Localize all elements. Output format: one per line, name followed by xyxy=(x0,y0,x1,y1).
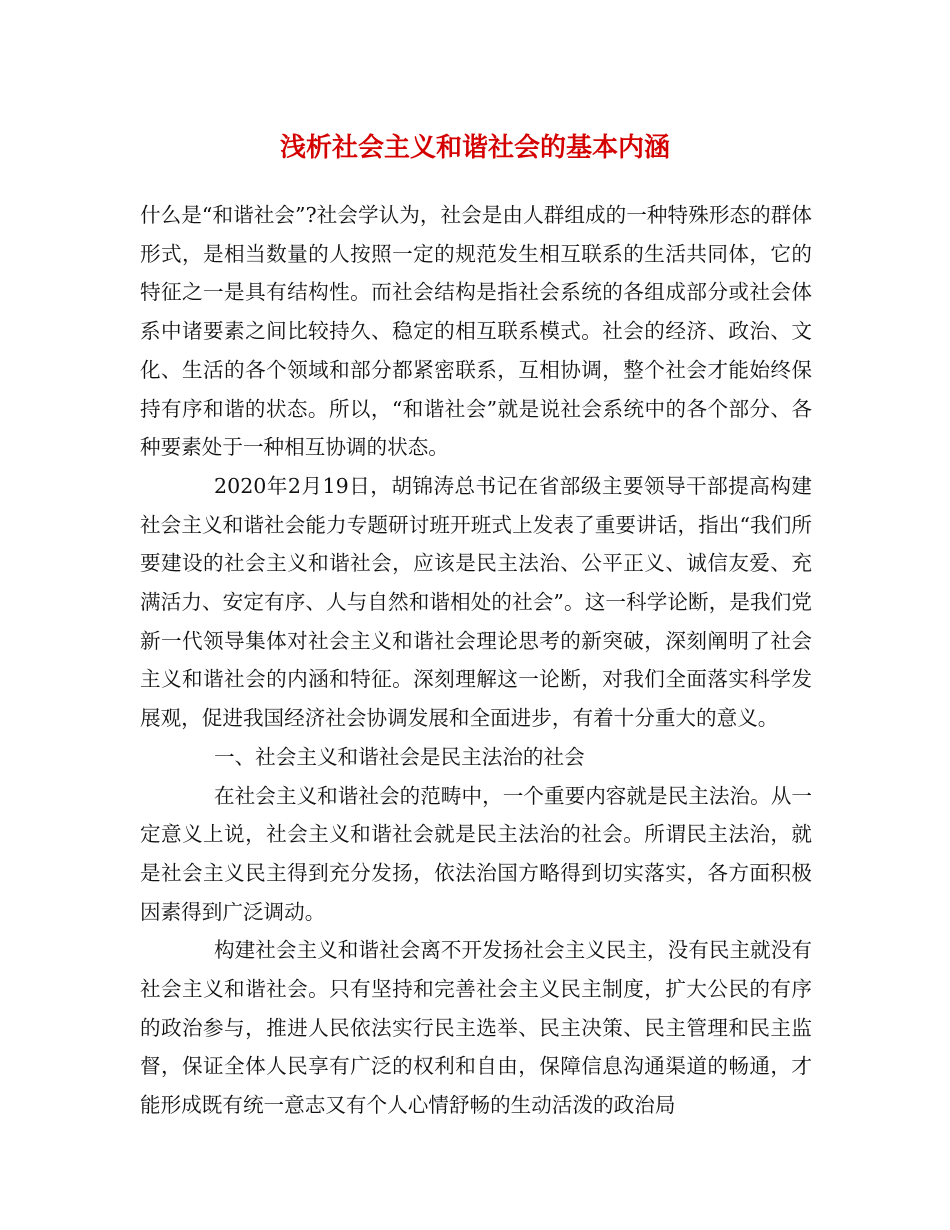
paragraph-democracy-rule-of-law: 在社会主义和谐社会的范畴中，一个重要内容就是民主法治。从一定意义上说，社会主义和谐社会就是民主法治的社会。所谓民主法治，就是社会主义民主得到充分发扬，依法治国方略得到切实落实，各方面积极因素得到广泛调动。 xyxy=(140,783,812,924)
document-body xyxy=(140,196,812,1125)
paragraph-speech: 2020年2月19日，胡锦涛总书记在省部级主要领导干部提高构建社会主义和谐社会能力专题研讨班开班式上发表了重要讲话，指出“我们所要建设的社会主义和谐社会，应该是民主法治、公平正义、诚信友爱、充满活力、安定有序、人与自然和谐相处的社会”。这一科学论断，是我们党新一代领导集体对社会主义和谐社会理论思考的新突破，深刻阐明了社会主义和谐社会的内涵和特征。深刻理解这一论断，对我们全面落实科学发展观，促进我国经济社会协调发展和全面进步，有着十分重大的意义。 xyxy=(140,473,812,731)
section-heading-1: 一、社会主义和谐社会是民主法治的社会 xyxy=(214,744,585,769)
paragraph-socialist-democracy: 构建社会主义和谐社会离不开发扬社会主义民主，没有民主就没有社会主义和谐社会。只有坚持和完善社会主义民主制度，扩大公民的有序的政治参与，推进人民依法实行民主选举、民主决策、民主管理和民主监督，保证全体人民享有广泛的权利和自由，保障信息沟通渠道的畅通，才能形成既有统一意志又有个人心情舒畅的生动活泼的政治局 xyxy=(140,938,812,1118)
paragraph-definition: 什么是“和谐社会”?社会学认为，社会是由人群组成的一种特殊形态的群体形式，是相当数量的人按照一定的规范发生相互联系的生活共同体，它的特征之一是具有结构性。而社会结构是指社会系统的各组成部分或社会体系中诸要素之间比较持久、稳定的相互联系模式。社会的经济、政治、文化、生活的各个领域和部分都紧密联系，互相协调，整个社会才能始终保持有序和谐的状态。所以，“和谐社会”就是说社会系统中的各个部分、各种要素处于一种相互协调的状态。 xyxy=(140,203,812,460)
document-title: 浅析社会主义和谐社会的基本内涵 xyxy=(279,133,670,163)
